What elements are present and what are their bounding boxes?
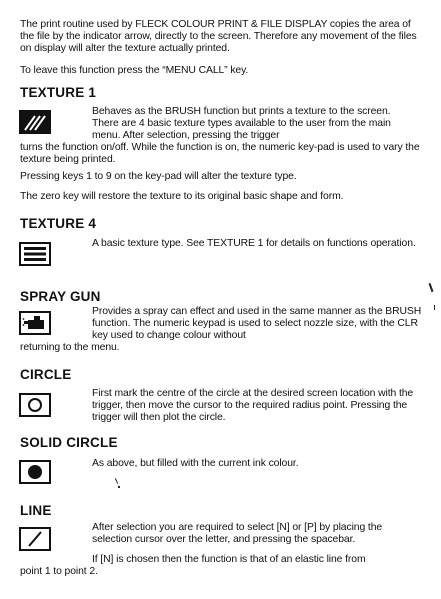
diagonal-stripes-icon [19,110,51,134]
solidcircle-description: As above, but filled with the current ink colour. [92,458,299,469]
spraygun-heading: SPRAY GUN [20,289,101,304]
texture4-heading: TEXTURE 4 [20,216,97,231]
line-elastic-note-continued: point 1 to point 2. [20,566,98,577]
texture1-heading: TEXTURE 1 [20,85,97,100]
spray-can-icon [19,311,51,335]
spraygun-description-continued: returning to the menu. [20,342,120,353]
scan-mark [118,486,120,488]
texture1-keypad-note: Pressing keys 1 to 9 on the key-pad will alter the texture type. [20,171,297,182]
spraygun-description: Provides a spray can effect and used in the same manner as the BRUSH function. The numeric keypad is used to select nozzle size, with the CLR key used to change colour without [92,306,422,341]
circle-description: First mark the centre of the circle at the desired screen location with the trigger, then move the cursor to the required radius point. Pressing the trigger will then plot the circle. [92,388,414,423]
scan-mark [434,305,435,310]
line-elastic-note: If [N] is chosen then the function is that of an elastic line from [92,554,366,565]
scan-mark [115,478,118,484]
texture1-description: Behaves as the BRUSH function but prints a texture to the screen. There are 4 basic texture types available to the user from the main menu. After selection, pressing the trigger [92,106,391,141]
circle-heading: CIRCLE [20,367,72,382]
texture1-description-continued: turns the function on/off. While the function is on, the numeric key-pad is used to vary the texture being printed. [20,142,420,165]
menu-call-note: To leave this function press the “MENU CALL” key. [20,65,249,76]
texture1-zero-key-note: The zero key will restore the texture to its original basic shape and form. [20,191,344,202]
intro-paragraph: The print routine used by FLECK COLOUR PRINT & FILE DISPLAY copies the area of the file by the indicator arrow, directly to the screen. Therefore any movement of the files on display will alter the texture actually printed. [20,19,417,54]
horizontal-stripes-icon [19,242,51,266]
diagonal-line-icon [19,527,51,551]
circle-outline-icon [19,393,51,417]
line-description: After selection you are required to select [N] or [P] by placing the selection cursor over the letter, and pressing the spacebar. [92,522,383,545]
texture4-description: A basic texture type. See TEXTURE 1 for details on functions operation. [92,238,416,249]
solidcircle-heading: SOLID CIRCLE [20,435,118,450]
scan-mark [429,283,434,292]
line-heading: LINE [20,503,52,518]
solid-circle-icon [19,460,51,484]
